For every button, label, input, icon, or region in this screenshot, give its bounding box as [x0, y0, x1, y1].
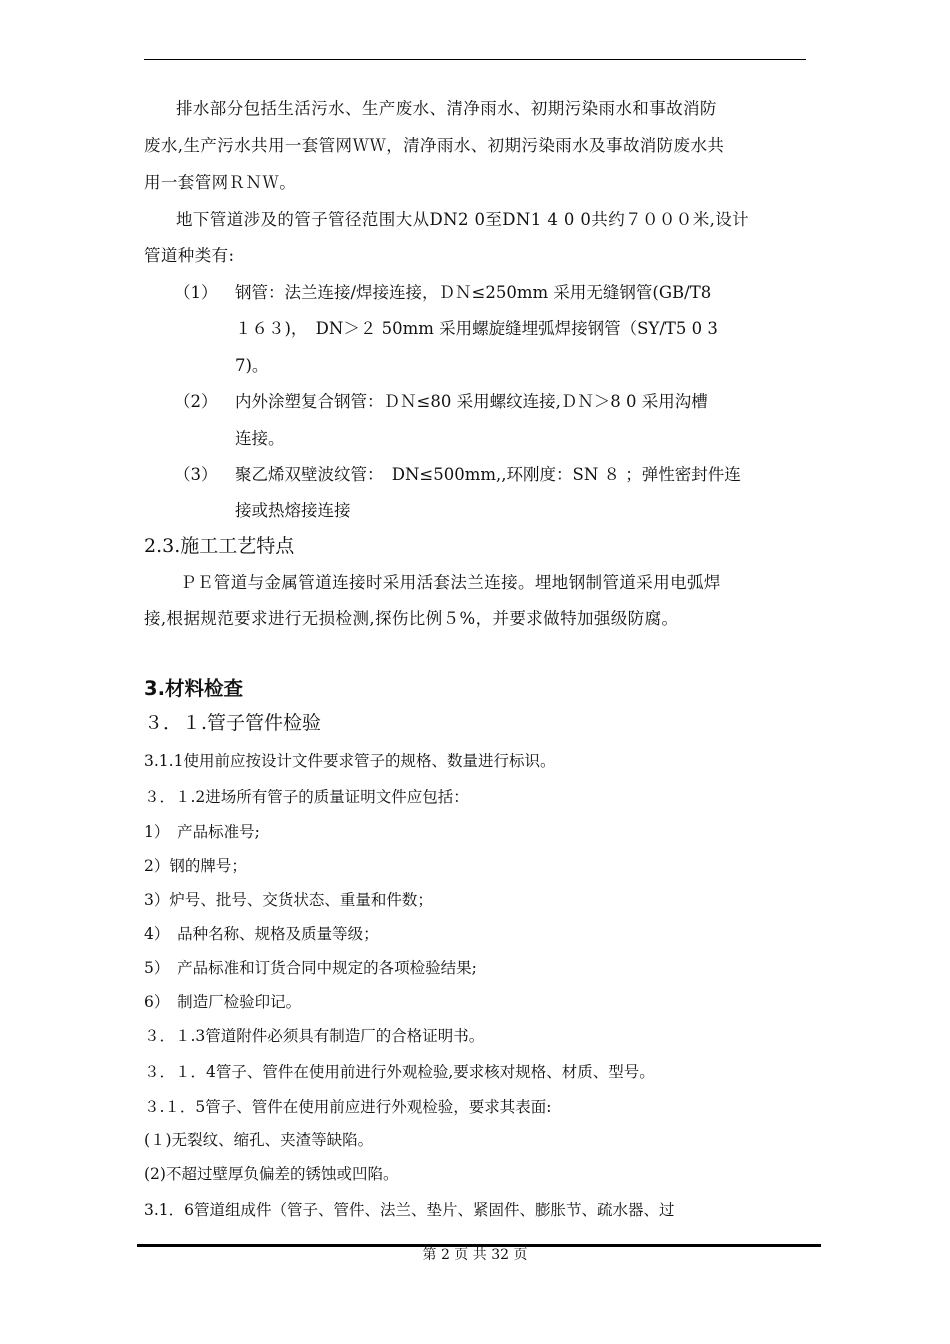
chapter-heading: 3.材料检查: [144, 677, 243, 700]
list-item-line: 内外涂塑复合钢管：ＤＮ≤80 采用螺纹连接,ＤＮ＞8 0 采用沟槽: [235, 392, 708, 411]
paragraph-line: 管道种类有:: [144, 246, 235, 265]
paragraph-line: ＰＥ管道与金属管道连接时采用活套法兰连接。埋地钢制管道采用电弧焊: [180, 573, 721, 592]
list-item-line: 聚乙烯双壁波纹管： DN≤500mm,,环刚度：SN ８ ；弹性密封件连: [235, 465, 741, 484]
text-line: (2)不超过壁厚负偏差的锈蚀或凹陷。: [144, 1165, 399, 1183]
section-heading: 2.3.施工工艺特点: [144, 535, 295, 557]
text-line: 5） 产品标准和订货合同中规定的各项检验结果;: [144, 959, 477, 977]
text-line: 1） 产品标准号;: [144, 823, 260, 841]
text-line: 6） 制造厂检验印记。: [144, 993, 302, 1011]
list-item-line: 7)。: [235, 356, 269, 375]
list-item-number: （1）: [174, 283, 218, 302]
list-item-line: 接或热熔接连接: [235, 501, 351, 520]
text-line: (１)无裂纹、缩孔、夹渣等缺陷。: [144, 1131, 374, 1149]
paragraph-line: 地下管道涉及的管子管径范围大从DN2 0至DN1 4 0 0共约７０００米,设计: [176, 210, 750, 229]
page-number: 第 2 页 共 32 页: [422, 1247, 528, 1263]
paragraph-line: 用一套管网ＲＮＷ。: [144, 173, 297, 192]
header-rule: [144, 59, 806, 60]
list-item-number: （3）: [174, 465, 218, 484]
text-line: ３．１.2进场所有管子的质量证明文件应包括：: [144, 788, 469, 806]
paragraph-line: 排水部分包括生活污水、生产废水、清净雨水、初期污染雨水和事故消防: [176, 99, 717, 118]
text-line: ３．１.3管道附件必须具有制造厂的合格证明书。: [144, 1027, 485, 1045]
text-line: 2）钢的牌号；: [144, 857, 247, 875]
paragraph-line: 接,根据规范要求进行无损检测,探伤比例５%，并要求做特加强级防腐。: [144, 609, 679, 628]
text-line: 3）炉号、批号、交货状态、重量和件数；: [144, 891, 433, 909]
list-item-number: （2）: [174, 392, 218, 411]
section-heading: ３．１.管子管件检验: [144, 712, 322, 734]
list-item-line: 连接。: [235, 429, 285, 448]
text-line: 3.1．6管道组成件（管子、管件、法兰、垫片、紧固件、膨胀节、疏水器、过: [144, 1201, 675, 1219]
list-item-line: 钢管：法兰连接/焊接连接，ＤＮ≤250mm 采用无缝钢管(GB/T8: [235, 283, 712, 302]
list-item-line: １６３)， DN＞２ 50mm 采用螺旋缝埋弧焊接钢管（SY/T5 0 3: [235, 319, 718, 338]
text-line: ３．１．4管子、管件在使用前进行外观检验,要求核对规格、材质、型号。: [144, 1063, 655, 1081]
text-line: 3.1.1使用前应按设计文件要求管子的规格、数量进行标识。: [144, 752, 556, 770]
text-line: 4） 品种名称、规格及质量等级；: [144, 925, 379, 943]
text-line: ３.１．5管子、管件在使用前应进行外观检验，要求其表面:: [144, 1098, 552, 1116]
paragraph-line: 废水,生产污水共用一套管网ＷＷ，清净雨水、初期污染雨水及事故消防废水共: [144, 136, 725, 155]
